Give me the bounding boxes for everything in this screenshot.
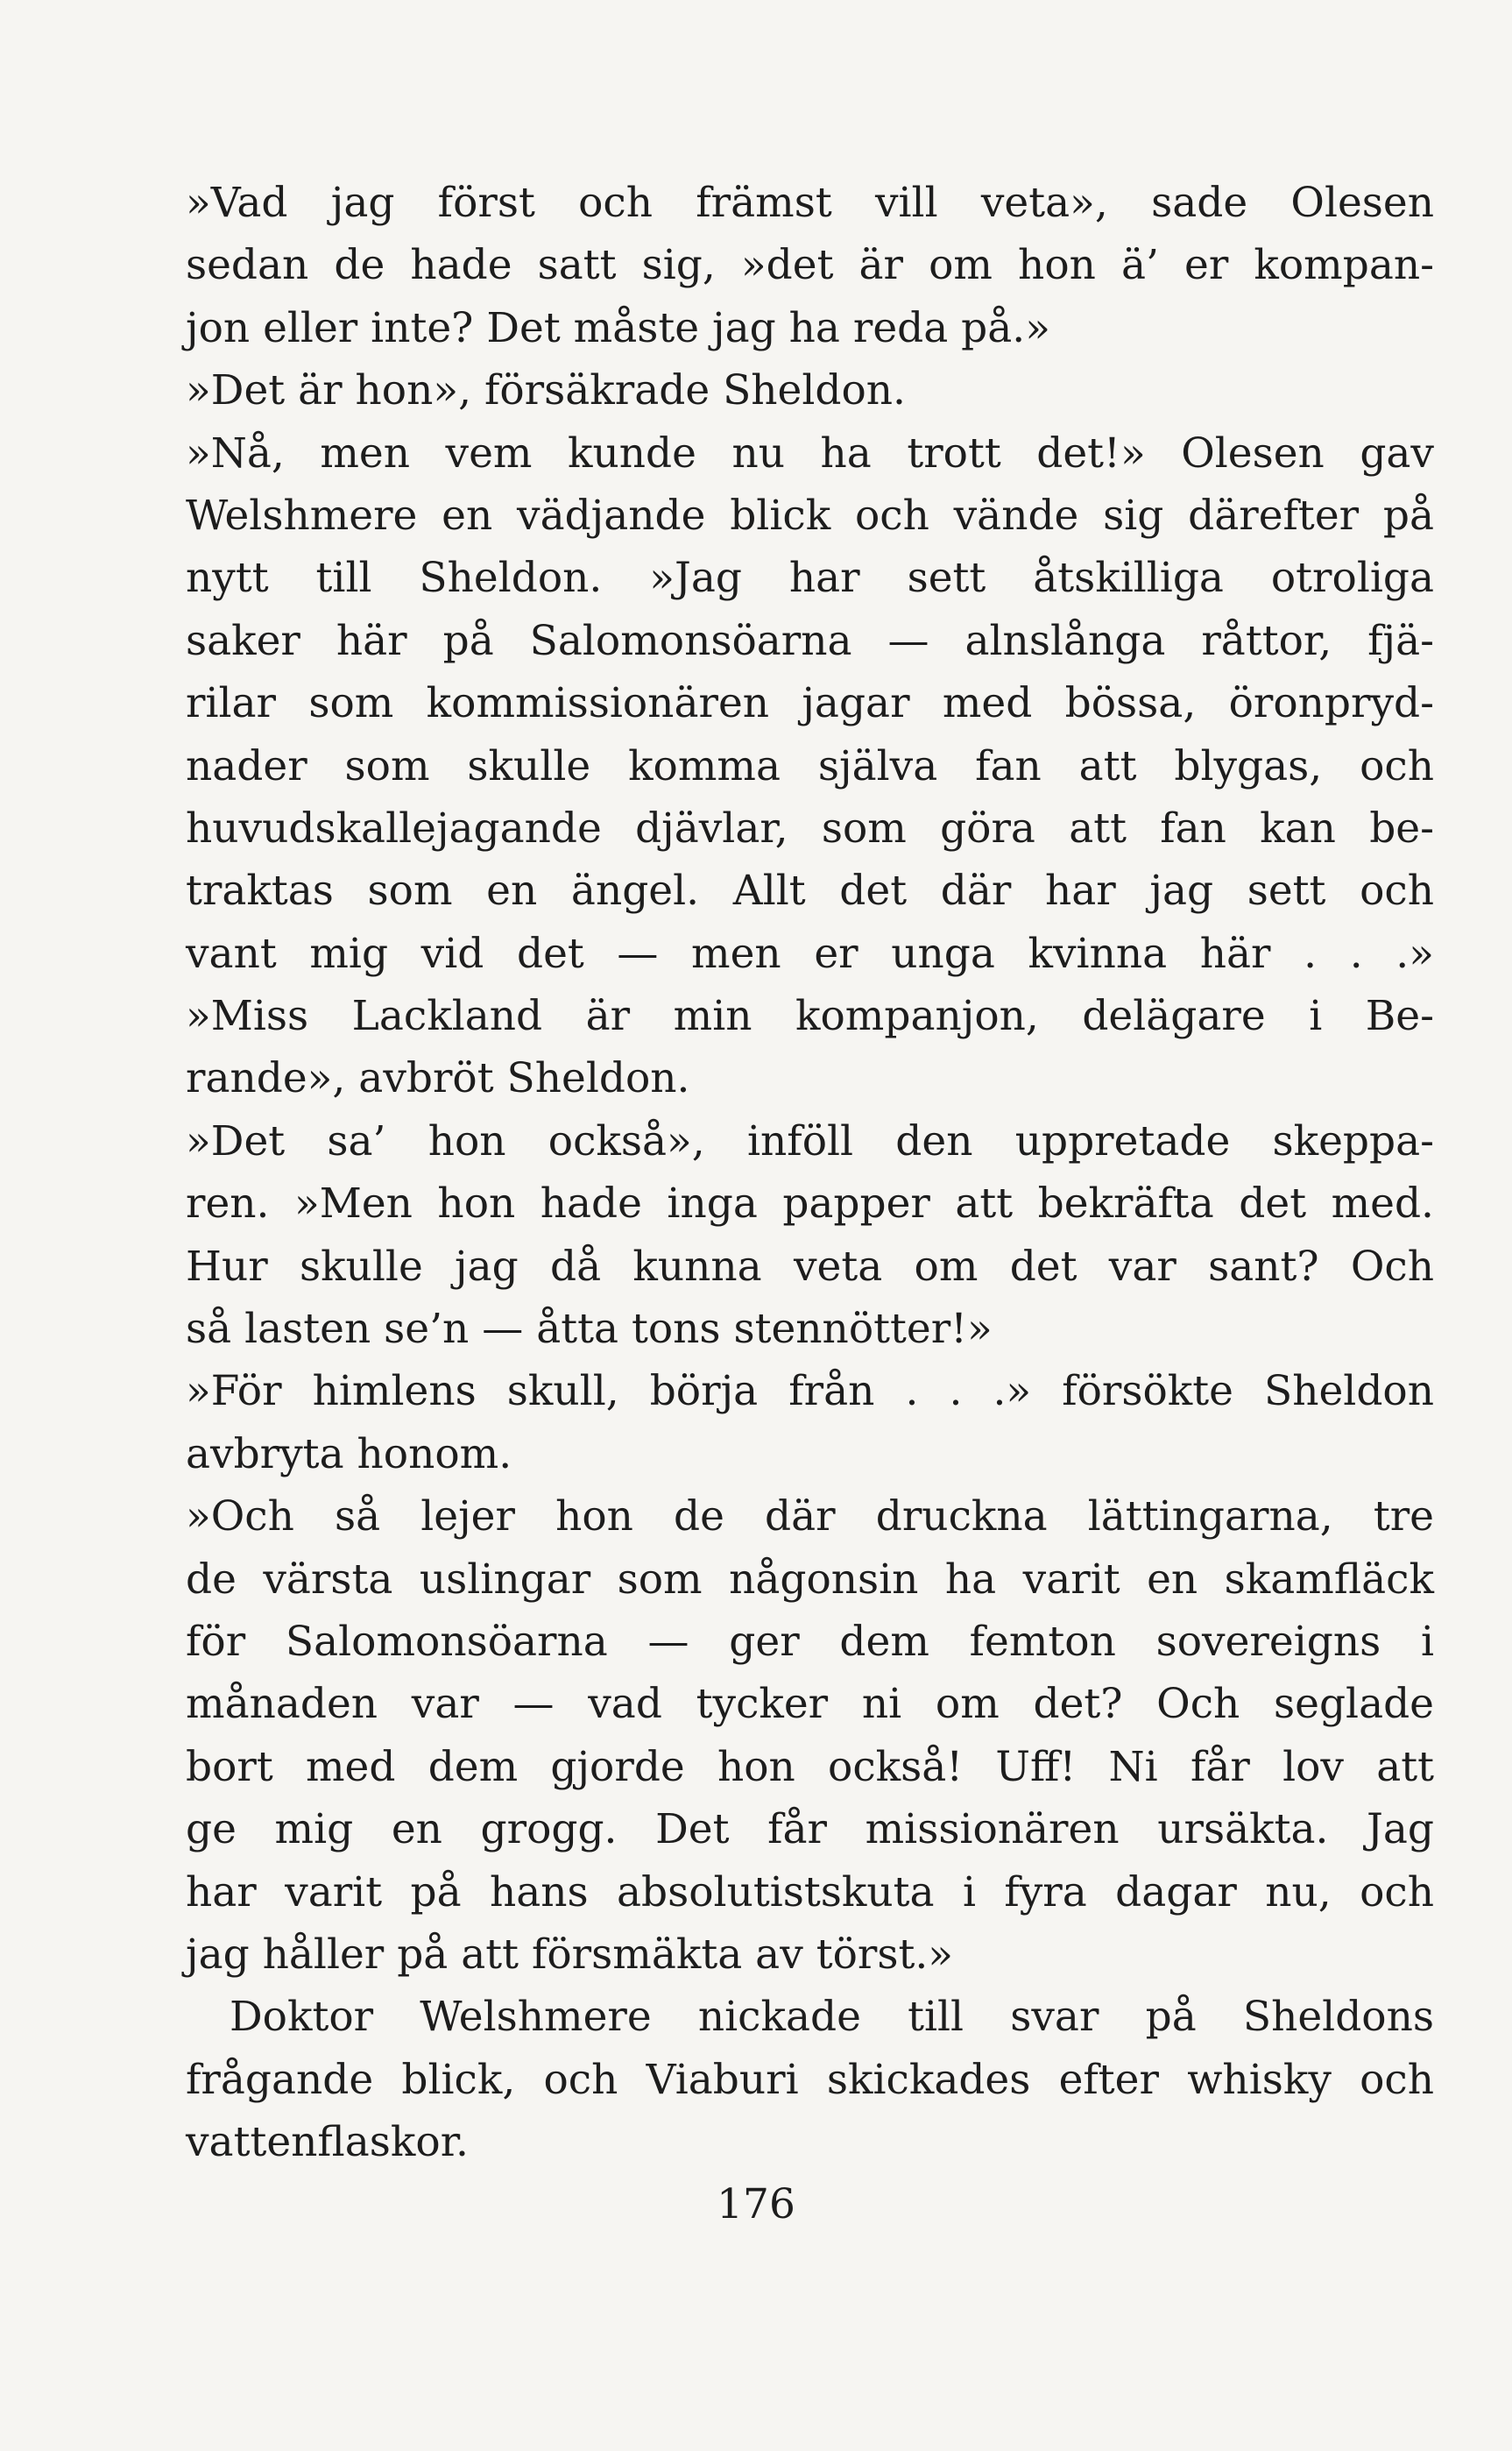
text-line: saker här på Salomonsöarna — alnslånga råttor, fjä-	[186, 616, 1434, 665]
text-line: »Nå, men vem kunde nu ha trott det!» Olesen gav	[186, 429, 1434, 478]
text-line: frågande blick, och Viaburi skickades efter whisky och	[186, 2055, 1434, 2104]
text-line: traktas som en ängel. Allt det där har jag sett och	[186, 867, 1434, 916]
text-line: avbryta honom.	[186, 1429, 512, 1478]
text-line: nader som skulle komma själva fan att blygas, och	[186, 741, 1434, 790]
text-line: vattenflaskor.	[186, 2118, 469, 2167]
text-line: »Och så lejer hon de där druckna lättingarna, tre	[186, 1492, 1434, 1541]
text-line: Welshmere en vädjande blick och vände sig därefter på	[186, 491, 1434, 540]
text-line: jag håller på att försmäkta av törst.»	[186, 1930, 954, 1979]
text-line: rilar som kommissionären jagar med bössa, öronpryd-	[186, 679, 1434, 728]
text-line: »Det är hon», försäkrade Sheldon.	[186, 366, 906, 415]
text-line: bort med dem gjorde hon också! Uff! Ni får lov att	[186, 1742, 1434, 1791]
text-line: huvudskallejagande djävlar, som göra att fan kan be-	[186, 804, 1434, 853]
text-line: vant mig vid det — men er unga kvinna här . . .»	[186, 929, 1434, 978]
text-line: »Det sa’ hon också», inföll den uppretade skeppa-	[186, 1116, 1434, 1165]
page-number: 176	[717, 2180, 795, 2228]
text-line: sedan de hade satt sig, »det är om hon ä’ er kompan-	[186, 241, 1434, 290]
text-line: »Vad jag först och främst vill veta», sade Olesen	[186, 179, 1434, 227]
text-line: »För himlens skull, börja från . . .» försökte Sheldon	[186, 1367, 1434, 1416]
text-line: de värsta uslingar som någonsin ha varit en skamfläck	[186, 1555, 1434, 1604]
text-line: månaden var — vad tycker ni om det? Och seglade	[186, 1680, 1434, 1729]
text-line: Doktor Welshmere nickade till svar på Sheldons	[230, 1993, 1434, 2042]
text-line: ge mig en grogg. Det får missionären ursäkta. Jag	[186, 1805, 1434, 1854]
text-line: »Miss Lackland är min kompanjon, delägare i Be-	[186, 992, 1434, 1041]
text-line: har varit på hans absolutistskuta i fyra dagar nu, och	[186, 1867, 1434, 1916]
text-line: jon eller inte? Det måste jag ha reda på.»	[186, 303, 1050, 352]
text-line: nytt till Sheldon. »Jag har sett åtskilliga otroliga	[186, 554, 1434, 603]
text-line: Hur skulle jag då kunna veta om det var sant? Och	[186, 1242, 1434, 1291]
text-line: rande», avbröt Sheldon.	[186, 1054, 690, 1103]
text-line: så lasten se’n — åtta tons stennötter!»	[186, 1305, 993, 1354]
text-line: för Salomonsöarna — ger dem femton sovereigns i	[186, 1617, 1434, 1666]
text-line: ren. »Men hon hade inga papper att bekräfta det med.	[186, 1179, 1434, 1229]
body-text	[186, 172, 1434, 2174]
